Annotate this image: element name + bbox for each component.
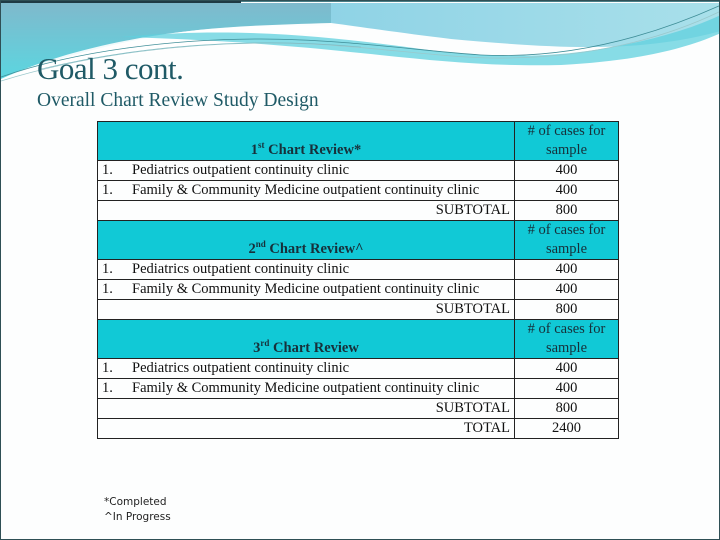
total-count: 2400	[515, 419, 619, 439]
ordinal-suffix: st	[258, 140, 265, 151]
item-number: 1.	[102, 380, 113, 396]
section-title: Chart Review	[273, 340, 359, 356]
item-label: Family & Community Medicine outpatient continuity clinic	[132, 182, 480, 198]
item-label: Pediatrics outpatient continuity clinic	[132, 360, 350, 376]
slide-subtitle: Overall Chart Review Study Design	[37, 90, 319, 111]
section-title: Chart Review*	[268, 142, 362, 158]
total-label: TOTAL	[98, 419, 515, 439]
subtotal-label: SUBTOTAL	[98, 201, 515, 221]
count-column-header: # of cases for sample	[515, 320, 619, 359]
subtotal-count: 800	[515, 201, 619, 221]
item-number: 1.	[102, 261, 113, 277]
item-count: 400	[515, 379, 619, 399]
section-header	[98, 221, 515, 260]
footnotes	[104, 495, 171, 525]
slide-title: Goal 3 cont.	[37, 51, 184, 86]
subtotal-count: 800	[515, 399, 619, 419]
item-label: Pediatrics outpatient continuity clinic	[132, 261, 350, 277]
table-row	[98, 260, 619, 280]
ordinal-suffix: rd	[260, 338, 270, 349]
item-count: 400	[515, 260, 619, 280]
section-title: Chart Review^	[269, 241, 364, 257]
table-row	[98, 359, 619, 379]
item-label: Pediatrics outpatient continuity clinic	[132, 162, 350, 178]
footnote-completed: *Completed	[104, 496, 167, 508]
subtotal-row	[98, 300, 619, 320]
item-number: 1.	[102, 360, 113, 376]
subtotal-label: SUBTOTAL	[98, 300, 515, 320]
table-row	[98, 280, 619, 300]
ordinal: 1	[250, 142, 259, 158]
total-row	[98, 419, 619, 439]
item-label: Family & Community Medicine outpatient continuity clinic	[132, 380, 480, 396]
item-count: 400	[515, 181, 619, 201]
section-header	[98, 122, 515, 161]
table-row	[98, 161, 619, 181]
item-count: 400	[515, 359, 619, 379]
footnote-in-progress: ^In Progress	[104, 511, 171, 523]
subtotal-count: 800	[515, 300, 619, 320]
ordinal: 3	[253, 340, 261, 356]
count-column-header: # of cases for sample	[515, 122, 619, 161]
subtotal-row	[98, 201, 619, 221]
table-row	[98, 379, 619, 399]
item-number: 1.	[102, 281, 113, 297]
item-count: 400	[515, 161, 619, 181]
count-column-header: # of cases for sample	[515, 221, 619, 260]
item-number: 1.	[102, 162, 113, 178]
ordinal-suffix: nd	[255, 239, 266, 250]
item-number: 1.	[102, 182, 113, 198]
item-count: 400	[515, 280, 619, 300]
section-header-row	[98, 221, 619, 260]
section-header-row	[98, 320, 619, 359]
study-design-table	[97, 121, 619, 439]
section-header-row	[98, 122, 619, 161]
item-label: Family & Community Medicine outpatient continuity clinic	[132, 281, 480, 297]
table-row	[98, 181, 619, 201]
section-header	[98, 320, 515, 359]
subtotal-label: SUBTOTAL	[98, 399, 515, 419]
subtotal-row	[98, 399, 619, 419]
ordinal: 2	[248, 241, 256, 257]
